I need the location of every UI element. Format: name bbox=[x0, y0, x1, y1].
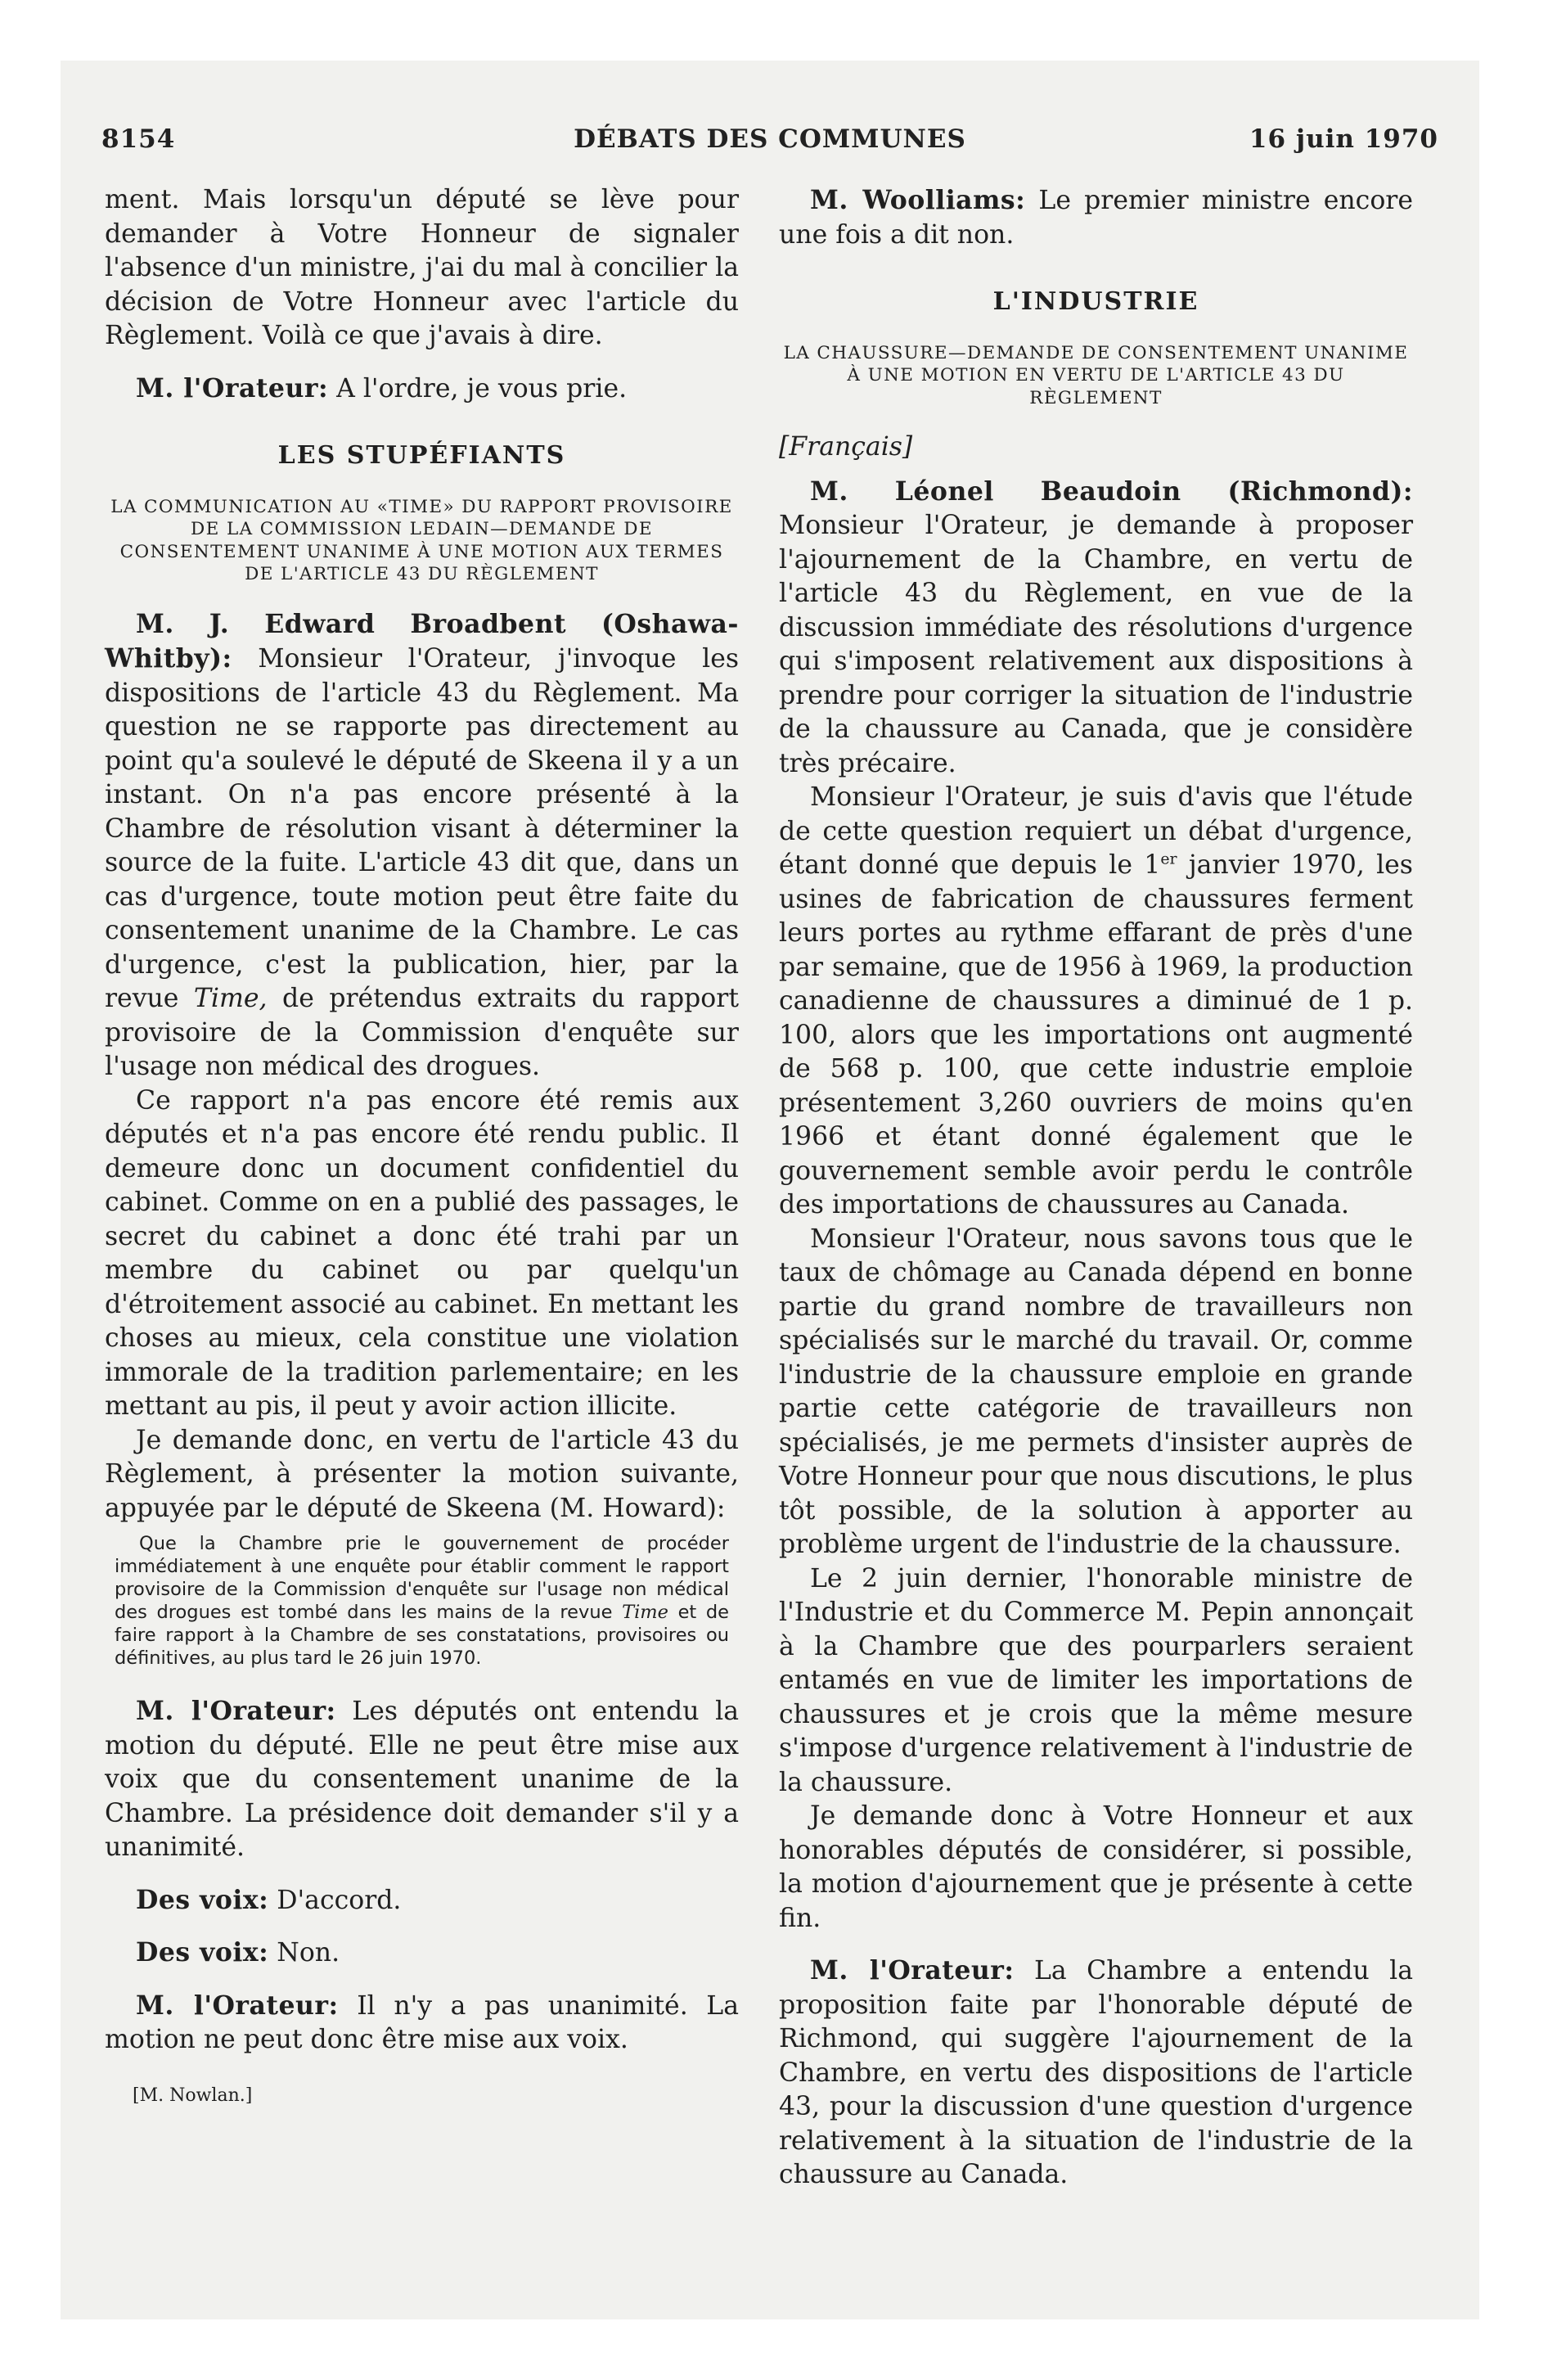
speaker-name: Des voix: bbox=[136, 1937, 269, 1968]
subheading-chaussure: LA CHAUSSURE—DEMANDE DE CONSENTEMENT UNANIME À UNE MOTION EN VERTU DE L'ARTICLE 43 DU RÈGLEMENT bbox=[783, 342, 1409, 408]
right-column bbox=[779, 183, 1413, 2193]
motion-text bbox=[115, 1532, 729, 1670]
speech-text: Les députés ont entendu la motion du député. Elle ne peut être mise aux voix que du consentement unanime de la Chambre. La présidence doit demander s'il y a unanimité. bbox=[105, 1697, 739, 1862]
running-head bbox=[101, 124, 1438, 164]
speech-orateur-3 bbox=[105, 1989, 739, 2058]
italic-time: Time bbox=[622, 1602, 668, 1623]
left-column bbox=[105, 183, 739, 2112]
section-heading-stupefiants: LES STUPÉFIANTS bbox=[277, 441, 566, 470]
paragraph-demande: Je demande donc, en vertu de l'article 43 du Règlement, à présenter la motion suivante, appuyée par le député de Skeena (M. Howard): bbox=[105, 1425, 739, 1523]
speech-text: A l'ordre, je vous prie. bbox=[328, 373, 628, 403]
paragraph-absence: ment. Mais lorsqu'un député se lève pour demander à Votre Honneur de signaler l'absence d'un ministre, j'ai du mal à concilier la décision de Votre Honneur avec l'article du Règlement. Voilà ce que j'avais à dire. bbox=[105, 185, 739, 350]
speaker-name: M. Woolliams: bbox=[810, 185, 1026, 215]
paragraph-part: Monsieur l'Orateur, je suis d'avis que l'étude de cette question requiert un débat d'urgence, étant donné que depuis le 1 bbox=[779, 782, 1413, 880]
speech-text: Il n'y a pas unanimité. La motion ne peut donc être mise aux voix. bbox=[105, 1990, 739, 2054]
page-title: DÉBATS DES COMMUNES bbox=[574, 124, 966, 154]
speech-voix-1 bbox=[105, 1883, 739, 1918]
paragraph-rapport: Ce rapport n'a pas encore été remis aux députés et n'a pas encore été rendu public. Il demeure donc un document confidentiel du cabinet. Comme on en a publié des passages, le secret du cabinet a donc été trahi par un membre du cabinet ou par quelqu'un d'étroitement associé au cabinet. En mettant les choses au mieux, cela constitue une violation immorale de la tradition parlementaire; en les mettant au pis, il peut y avoir action illicite. bbox=[105, 1085, 739, 1421]
paragraph-demande-ajournement: Je demande donc à Votre Honneur et aux honorables députés de considérer, si possible, la motion d'ajournement que je présente à cette fin. bbox=[779, 1801, 1413, 1933]
speech-text: de prétendus extraits du rapport provisoire de la Commission d'enquête sur l'usage non médical des drogues. bbox=[105, 984, 739, 1081]
speech-orateur-2 bbox=[105, 1694, 739, 1865]
speaker-name: M. l'Orateur: bbox=[136, 1990, 339, 2021]
speaker-name: M. l'Orateur: bbox=[136, 372, 329, 403]
scanned-page bbox=[61, 61, 1479, 2319]
speech-text: Le premier ministre encore une fois a dit non. bbox=[779, 186, 1413, 250]
speech-text: D'accord. bbox=[268, 1885, 402, 1915]
speech-text: Monsieur l'Orateur, je demande à proposer l'ajournement de la Chambre, en vertu de l'article 43 du Règlement, en vue de la discussion immédiate des résolutions d'urgence qui s'imposent relativement aux dispositions à prendre pour corriger la situation de l'industrie de la chaussure au Canada, que je considère très précaire. bbox=[779, 511, 1413, 778]
speech-orateur-right bbox=[779, 1954, 1413, 2193]
speech-text: Monsieur l'Orateur, j'invoque les dispositions de l'article 43 du Règlement. Ma question ne se rapporte pas directement au point qu'a soulevé le député de Skeena il y a un instant. On n'a pas encore présenté à la Chambre de résolution visant à déterminer la source de la fuite. L'article 43 dit que, dans un cas d'urgence, toute motion peut être faite du consentement unanime de la Chambre. Le cas d'urgence, c'est la publication, hier, par la revue bbox=[105, 644, 739, 1013]
paragraph-part: janvier 1970, les usines de fabrication de chaussures ferment leurs portes au rythme effarant de près d'une par semaine, que de 1956 à 1969, la production canadienne de chaussures a diminué de 1 p. 100, alors que les importations ont augmenté de 568 p. 100, que cette industrie emploie présentement 3,260 ouvriers de moins qu'en 1966 et étant donné également que le gouvernement semble avoir perdu le contrôle des importations de chaussures au Canada. bbox=[779, 850, 1413, 1219]
speech-voix-2 bbox=[105, 1936, 739, 1971]
speech-beaudoin bbox=[779, 475, 1413, 782]
paragraph-avis bbox=[779, 781, 1413, 1223]
subheading-time-report: LA COMMUNICATION AU «TIME» DU RAPPORT PROVISOIRE DE LA COMMISSION LEDAIN—DEMANDE DE CONSENTEMENT UNANIME À UNE MOTION AUX TERMES DE L'ARTICLE 43 DU RÈGLEMENT bbox=[110, 496, 733, 584]
paragraph-chomage: Monsieur l'Orateur, nous savons tous que le taux de chômage au Canada dépend en bonne partie du grand nombre de travailleurs non spécialisés sur le marché du travail. Or, comme l'industrie de la chaussure emploie en grande partie cette catégorie de travailleurs non spécialisés, je me permets d'insister auprès de Votre Honneur pour que nous discutions, le plus tôt possible, de la solution à apporter au problème urgent de l'industrie de la chaussure. bbox=[779, 1224, 1413, 1559]
page-number: 8154 bbox=[101, 124, 176, 154]
speech-text: La Chambre a entendu la proposition faite par l'honorable député de Richmond, qui suggère l'ajournement de la Chambre, en vertu des dispositions de l'article 43, pour la discussion d'une question d'urgence relativement à la situation de l'industrie de la chaussure au Canada. bbox=[779, 1956, 1413, 2189]
superscript: er bbox=[1160, 850, 1177, 868]
speech-woolliams bbox=[779, 183, 1413, 252]
page-date: 16 juin 1970 bbox=[1249, 124, 1438, 154]
speaker-name: Des voix: bbox=[136, 1884, 269, 1915]
motion-part: et de faire rapport à la Chambre de ses constatations, provisoires ou définitives, au plus tard le 26 juin 1970. bbox=[115, 1602, 729, 1669]
speaker-name: M. Léonel Beaudoin (Richmond): bbox=[810, 476, 1413, 507]
speech-broadbent bbox=[105, 607, 739, 1084]
speaker-name: M. l'Orateur: bbox=[136, 1696, 336, 1726]
section-heading-industrie: L'INDUSTRIE bbox=[992, 287, 1199, 316]
speaker-bracket: [M. Nowlan.] bbox=[133, 2085, 253, 2106]
speaker-name: M. l'Orateur: bbox=[810, 1955, 1015, 1986]
speech-orateur-1 bbox=[105, 372, 739, 407]
motion-part: Que la Chambre prie le gouvernement de procéder immédiatement à une enquête pour établir comment le rapport provisoire de la Commission d'enquête sur l'usage non médical des drogues est tombé dans les mains de la revue bbox=[115, 1533, 729, 1623]
speaker-name: M. J. Edward Broadbent (Oshawa-Whitby): bbox=[105, 608, 739, 674]
speech-text: Non. bbox=[268, 1938, 340, 1968]
paragraph-juin: Le 2 juin dernier, l'honorable ministre de l'Industrie et du Commerce M. Pepin annonçait à la Chambre que des pourparlers seraient entamés en vue de limiter les importations de chaussures et je crois que la même mesure s'impose d'urgence relativement à l'industrie de la chaussure. bbox=[779, 1563, 1413, 1797]
italic-time: Time, bbox=[193, 984, 268, 1013]
language-marker: [Français] bbox=[779, 432, 913, 462]
